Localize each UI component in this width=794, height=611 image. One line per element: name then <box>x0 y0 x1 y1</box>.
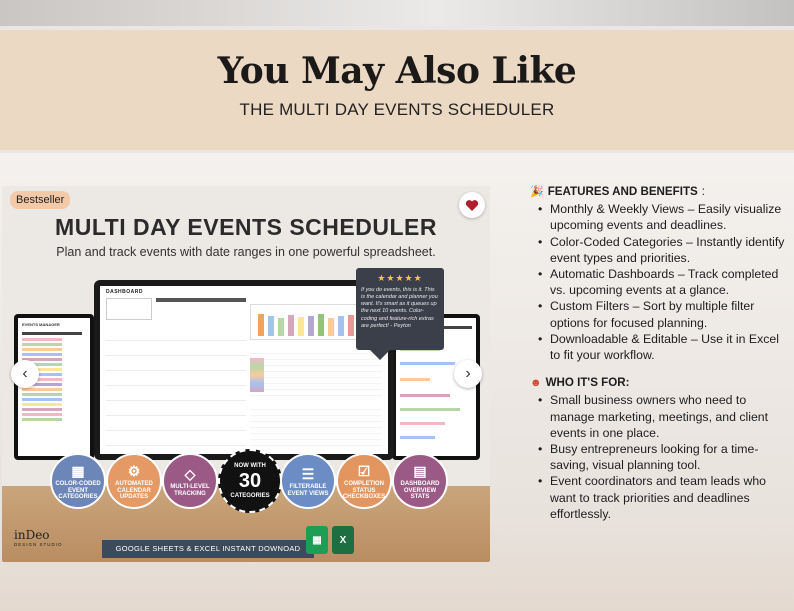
section-header <box>0 30 794 150</box>
chevron-right-icon: › <box>465 365 471 382</box>
next-image-button[interactable] <box>454 360 482 388</box>
monitor <box>94 280 394 460</box>
prev-image-button[interactable] <box>11 360 39 388</box>
google-sheets-icon: ▦ <box>306 526 328 554</box>
product-card[interactable] <box>2 186 490 562</box>
top-strip <box>0 0 794 26</box>
section-subtitle: THE MULTI DAY EVENTS SCHEDULER <box>239 100 555 119</box>
list-item: • Downloadable & Editable – Use it in Excel to fit your workflow. <box>534 331 792 363</box>
badge-dashboard: ▤ DASHBOARD OVERVIEW STATS <box>392 453 448 509</box>
badge-multi-level: ◇ MULTI-LEVEL TRACKING <box>162 453 218 509</box>
features-heading: 🎉 FEATURES AND BENEFITS : <box>530 184 792 200</box>
section-title: You May Also Like <box>217 50 577 92</box>
events-manager-label: EVENTS MANAGER <box>22 322 60 327</box>
gear-icon: ⚙ <box>127 462 141 479</box>
heart-icon <box>465 199 479 212</box>
product-info <box>530 184 792 522</box>
checkbox-icon: ☑ <box>357 462 371 479</box>
brand-logo: inDeo DESIGN STUDIO <box>14 528 63 547</box>
list-item: • Small business owners who need to manage marketing, meetings, and client events in one place. <box>534 392 792 441</box>
badge-filterable: ☰ FILTERABLE EVENT VIEWS <box>280 453 336 509</box>
list-item: • Custom Filters – Sort by multiple filter options for focused planning. <box>534 298 792 330</box>
dashboard-label: DASHBOARD <box>106 289 143 295</box>
excel-icon: X <box>332 526 354 554</box>
list-item: • Busy entrepreneurs looking for a time-saving, visual planning tool. <box>534 441 792 473</box>
badge-30-categories: NOW WITH 30 CATEGORIES <box>218 449 282 513</box>
list-item: • Monthly & Weekly Views – Easily visualize upcoming events and deadlines. <box>534 201 792 233</box>
badge-completion: ☑ COMPLETION STATUS CHECKBOXES <box>336 453 392 509</box>
chart-icon: ▤ <box>413 462 427 479</box>
person-icon: ☻ <box>530 377 542 390</box>
review-stars: ★★★★★ <box>377 273 423 283</box>
feature-badges <box>50 453 450 513</box>
badge-color-coded: ▦ COLOR-CODED EVENT CATEGORIES <box>50 453 106 509</box>
list-item: • Event coordinators and team leads who want to track priorities and deadlines effortlessly. <box>534 473 792 522</box>
review-bubble <box>356 268 444 350</box>
sliders-icon: ☰ <box>301 466 315 483</box>
list-item: • Automatic Dashboards – Track completed vs. upcoming events at a glance. <box>534 266 792 298</box>
bestseller-badge: Bestseller <box>10 191 70 209</box>
audience-heading: ☻ WHO IT'S FOR: <box>530 375 792 391</box>
party-popper-icon: 🎉 <box>530 186 544 198</box>
grid-icon: ▦ <box>71 462 85 479</box>
audience-list <box>534 392 792 522</box>
chevron-left-icon: ‹ <box>22 365 28 382</box>
download-bar: GOOGLE SHEETS & EXCEL INSTANT DOWNOAD <box>102 540 314 558</box>
product-title: MULTI DAY EVENTS SCHEDULER <box>55 214 437 240</box>
features-list <box>534 201 792 363</box>
product-tagline: Plan and track events with date ranges in one powerful spreadsheet. <box>56 245 436 259</box>
list-item: • Color-Coded Categories – Instantly identify event types and priorities. <box>534 234 792 266</box>
badge-automated: ⚙ AUTOMATED CALENDAR UPDATES <box>106 453 162 509</box>
dashboard-preview <box>100 286 388 454</box>
review-text: If you do events, this is it. This is the calendar and planner you want. It's smart as it queues up the next 10 events. Color-coding and feature-rich extras are perfect! - Peyton <box>361 287 438 329</box>
diamond-icon: ◇ <box>184 466 196 483</box>
